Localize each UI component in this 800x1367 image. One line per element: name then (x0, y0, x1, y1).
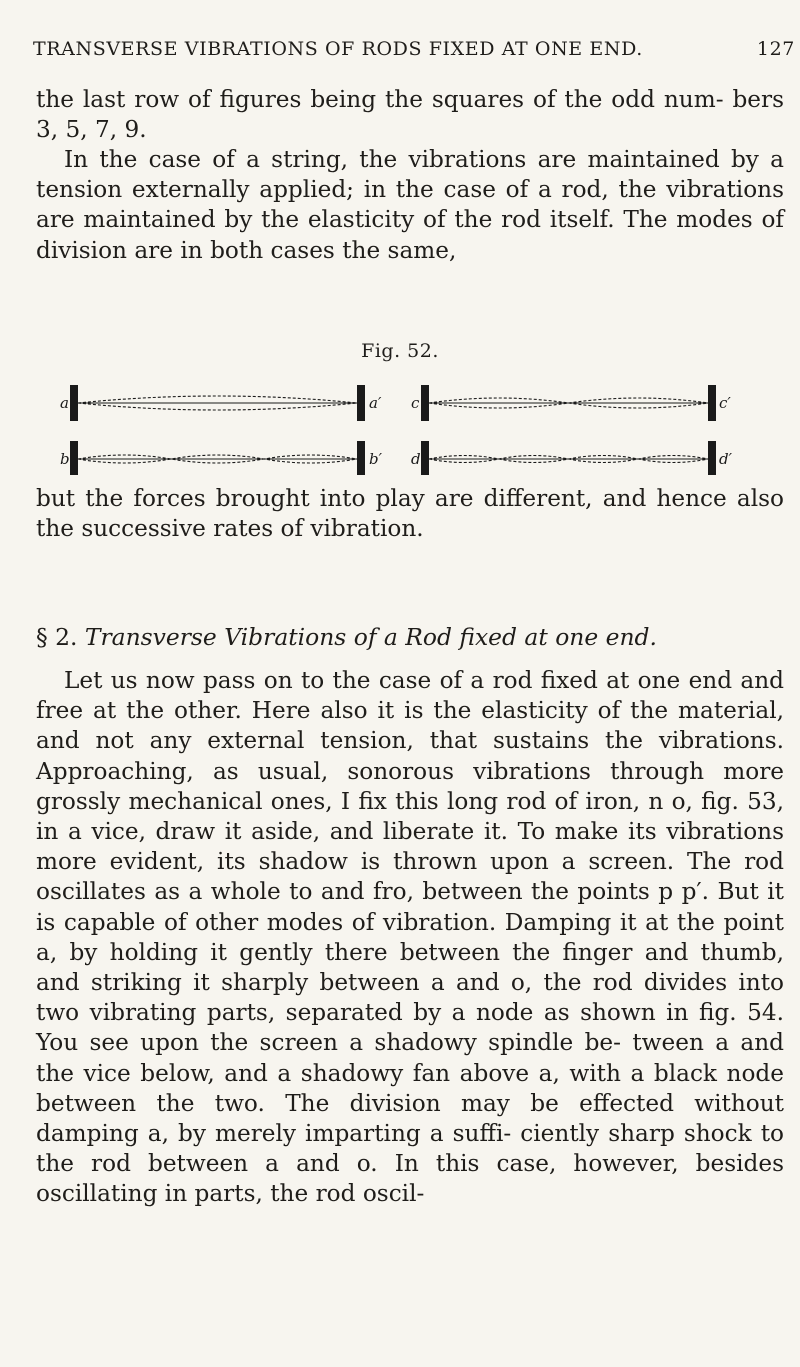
label-c: c (411, 394, 420, 412)
paragraph-3: but the forces brought into play are different, and hence also the successive rates of vibration. (36, 485, 784, 543)
label-d: d (411, 450, 421, 468)
paragraph-1: the last row of figures being the squares of the odd num- bers 3, 5, 7, 9. (36, 86, 784, 144)
section-heading (36, 622, 784, 652)
clamp-d-prime (708, 441, 716, 475)
paragraph-4: Let us now pass on to the case of a rod fixed at one end and free at the other. Here also it is the elasticity of the material, and not any external tension, that sustains the vibrations. Approaching, as usual, sonorous vibrations through more grossly mechanical ones, I fix this long rod of iron, n o, fig. 53, in a vice, draw it aside, and liberate it. To make its vibrations more evident, its shadow is thrown upon a screen. The rod oscillates as a whole to and fro, between the points p p′. But it is capable of other modes of vibration. Damping it at the point a, by holding it gently there between the finger and thumb, and striking it sharply between a and o, the rod divides into two vibrating parts, separated by a node as shown in fig. 54. You see upon the screen a shadowy spindle be- tween a and the vice below, and a shadowy fan above a, with a black node between the two. The division may be effected without damping a, by merely imparting a suffi- ciently sharp shock to the rod between a and o. In this case, however, besides oscillating in parts, the rod oscil- (36, 667, 784, 1208)
label-a-prime: a′ (369, 394, 382, 412)
clamp-c-prime (708, 385, 716, 421)
clamp-b (70, 441, 78, 475)
section-title: Transverse Vibrations of a Rod fixed at one end. (84, 623, 657, 651)
paragraph-2: In the case of a string, the vibrations are maintained by a tension externally applied; in the case of a rod, the vibrations are maintained by the elasticity of the rod itself. The modes of division are in both cases the same, (36, 146, 784, 264)
label-b: b (60, 450, 70, 468)
clamp-a-prime (357, 385, 365, 421)
label-c-prime: c′ (719, 394, 731, 412)
label-b-prime: b′ (369, 450, 383, 468)
label-d-prime: d′ (719, 450, 733, 468)
section-number: § 2. (36, 623, 78, 651)
figure-52-diagram (60, 375, 740, 475)
running-head (33, 38, 795, 60)
figure-caption: Fig. 52. (361, 340, 439, 362)
page-number: 127 (756, 38, 795, 60)
clamp-d (421, 441, 429, 475)
running-title: TRANSVERSE VIBRATIONS OF RODS FIXED AT ONE END. (33, 38, 643, 60)
label-a: a (60, 394, 69, 412)
clamp-c (421, 385, 429, 421)
clamp-a (70, 385, 78, 421)
clamp-b-prime (357, 441, 365, 475)
